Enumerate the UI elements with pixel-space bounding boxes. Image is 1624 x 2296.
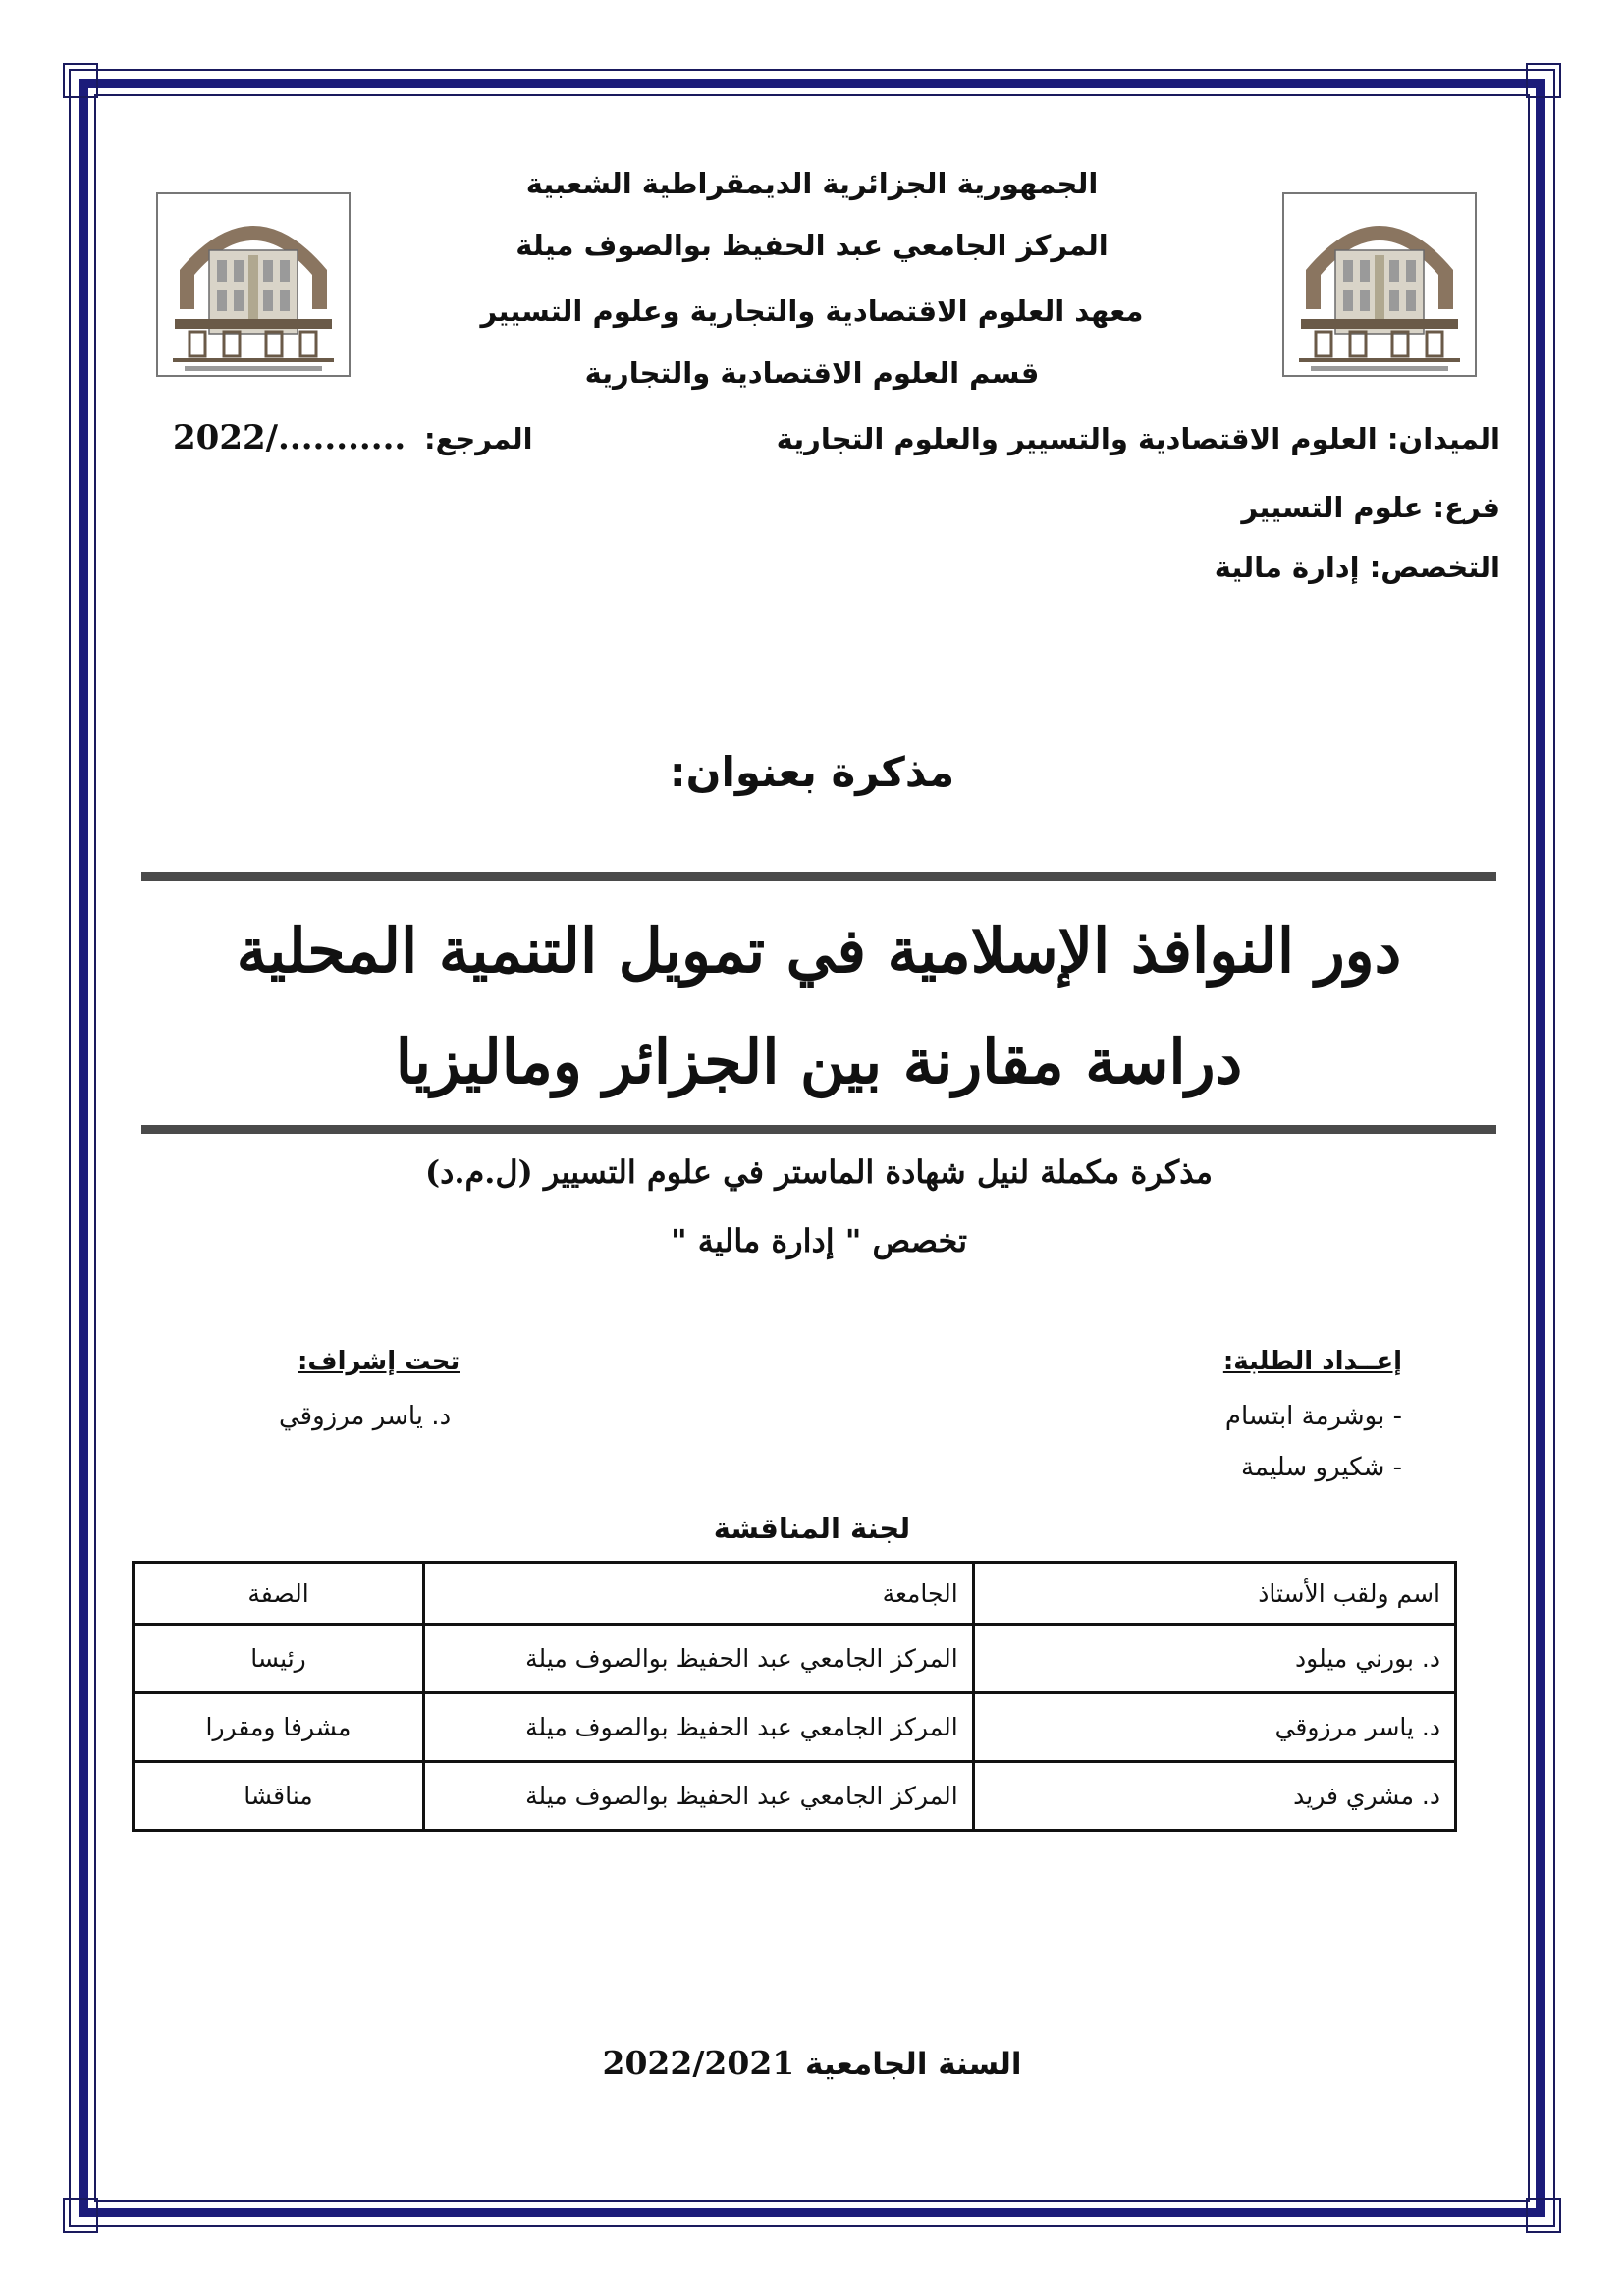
- header-name: اسم ولقب الأستاذ: [973, 1563, 1455, 1625]
- table-row: [134, 1762, 1456, 1831]
- member-role: مناقشا: [134, 1762, 424, 1831]
- title-rule-top: [141, 872, 1496, 881]
- member-name: د. بورني ميلود: [973, 1625, 1455, 1693]
- subtitle-specialty: تخصص " إدارة مالية ": [670, 1222, 968, 1259]
- meta-branch: فرع: علوم التسيير: [1241, 491, 1500, 524]
- frame-corner-top-left: [63, 63, 98, 98]
- thesis-title-line-2: دراسة مقارنة بين الجزائر وماليزيا: [395, 1026, 1243, 1097]
- header-role: الصفة: [134, 1563, 424, 1625]
- student-name: - شكيرو سليمة: [1240, 1453, 1402, 1482]
- table-header-row: [134, 1563, 1456, 1625]
- reference-value: 2022/...........: [173, 418, 406, 457]
- academic-year: [0, 2044, 1624, 2082]
- subtitle-degree: مذكرة مكملة لنيل شهادة الماستر في علوم التسيير (ل.م.د): [424, 1153, 1214, 1191]
- university-logo-icon: [1281, 191, 1478, 378]
- student-name: - بوشرمة ابتسام: [1224, 1402, 1402, 1431]
- academic-year-label: السنة الجامعية: [805, 2047, 1022, 2082]
- header-university-center: المركز الجامعي عبد الحفيظ بوالصوف ميلة: [515, 229, 1109, 262]
- frame-corner-bottom-left: [63, 2198, 98, 2233]
- meta-specialty: التخصص: إدارة مالية: [1214, 551, 1500, 584]
- table-row: [134, 1625, 1456, 1693]
- university-logo-icon: [155, 191, 352, 378]
- member-role: مشرفا ومقررا: [134, 1693, 424, 1762]
- supervisor-label: تحت إشراف:: [298, 1347, 460, 1376]
- supervisor-name: د. ياسر مرزوقي: [279, 1402, 452, 1431]
- committee-title: لجنة المناقشة: [713, 1512, 911, 1545]
- member-university: المركز الجامعي عبد الحفيظ بوالصوف ميلة: [423, 1625, 973, 1693]
- member-university: المركز الجامعي عبد الحفيظ بوالصوف ميلة: [423, 1693, 973, 1762]
- header-institute: معهد العلوم الاقتصادية والتجارية وعلوم التسيير: [480, 294, 1144, 328]
- thesis-title-line-1: دور النوافذ الإسلامية في تمويل التنمية المحلية: [236, 915, 1402, 987]
- frame-corner-bottom-right: [1526, 2198, 1561, 2233]
- frame-corner-top-right: [1526, 63, 1561, 98]
- memo-label: مذكرة بعنوان:: [669, 748, 955, 796]
- title-rule-bottom: [141, 1125, 1496, 1134]
- member-role: رئيسا: [134, 1625, 424, 1693]
- member-university: المركز الجامعي عبد الحفيظ بوالصوف ميلة: [423, 1762, 973, 1831]
- students-label: إعــداد الطلبة:: [1222, 1347, 1402, 1376]
- member-name: د. ياسر مرزوقي: [973, 1693, 1455, 1762]
- header-republic: الجمهورية الجزائرية الديمقراطية الشعبية: [525, 167, 1099, 200]
- header-department: قسم العلوم الاقتصادية والتجارية: [584, 356, 1040, 390]
- page-frame-inner: [94, 94, 1530, 2202]
- reference-label: المرجع:: [424, 422, 533, 455]
- member-name: د. مشري فريد: [973, 1762, 1455, 1831]
- committee-table: [132, 1561, 1457, 1832]
- academic-year-value: 2022/2021: [602, 2044, 795, 2082]
- table-row: [134, 1693, 1456, 1762]
- header-university: الجامعة: [423, 1563, 973, 1625]
- meta-field: الميدان: العلوم الاقتصادية والتسيير والعلوم التجارية: [776, 422, 1500, 455]
